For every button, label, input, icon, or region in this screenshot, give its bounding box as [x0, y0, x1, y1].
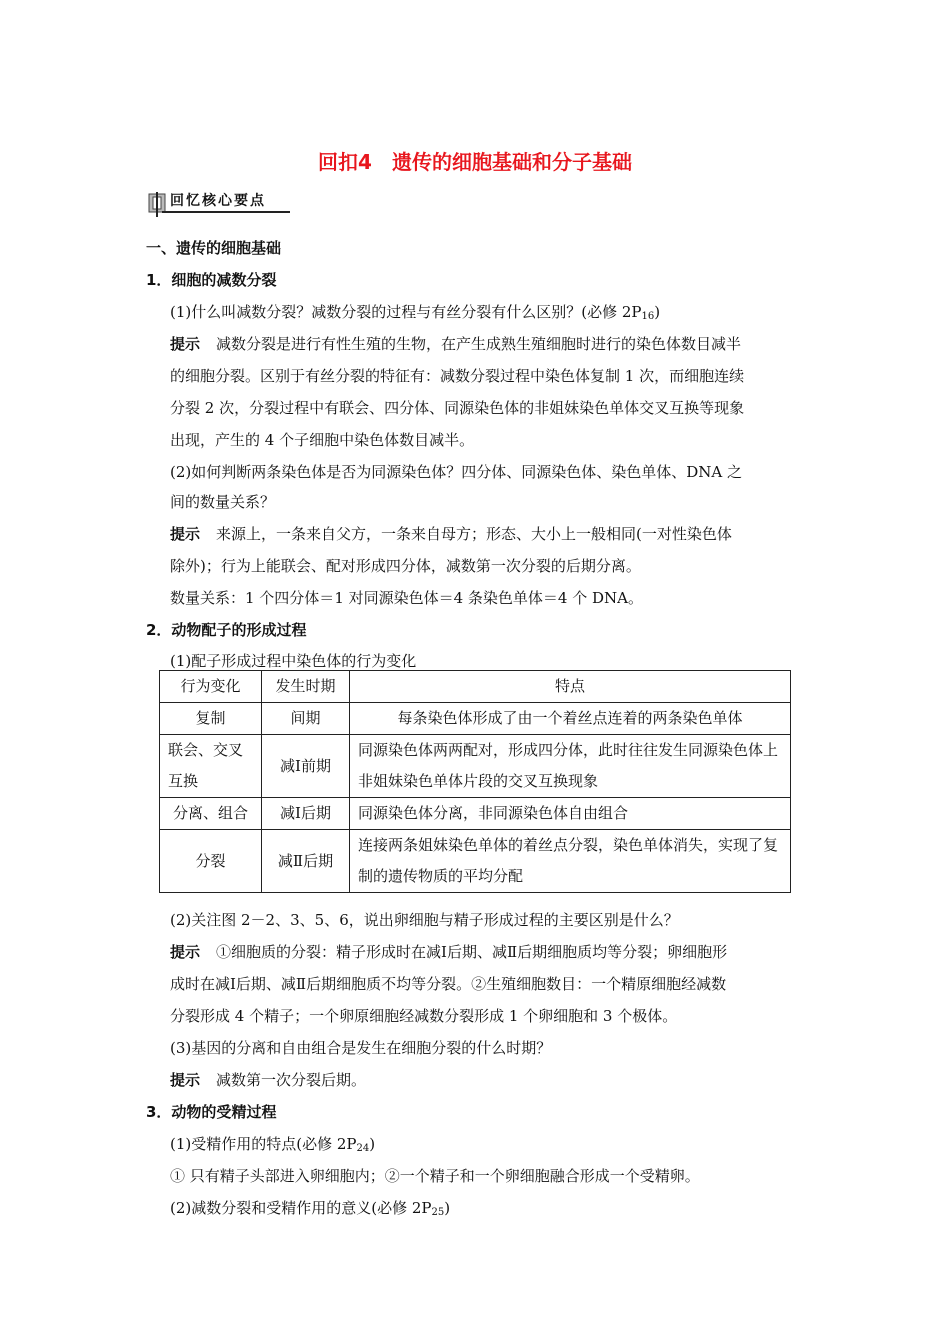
table-cell: 连接两条姐妹染色单体的着丝点分裂，染色单体消失，实现了复制的遗传物质的平均分配 [350, 830, 791, 893]
answer-line: 数量关系：1 个四分体＝1 对同源染色体＝4 条染色单体＝4 个 DNA。 [170, 589, 644, 607]
table-header-row [160, 671, 791, 703]
section-heading: 1．细胞的减数分裂 [146, 271, 277, 289]
question: (2)如何判断两条染色体是否为同源染色体？四分体、同源染色体、染色单体、DNA 之 [170, 463, 743, 481]
answer-line: 分裂形成 4 个精子；一个卵原细胞经减数分裂形成 1 个卵细胞和 3 个极体。 [170, 1007, 678, 1025]
question: (1)什么叫减数分裂？减数分裂的过程与有丝分裂有什么区别？(必修 $2P_{16}$) [170, 303, 661, 322]
page-title: 回扣4 遗传的细胞基础和分子基础 [318, 150, 632, 174]
table-cell: 减Ⅰ前期 [262, 735, 350, 798]
part-heading: 一、遗传的细胞基础 [146, 239, 282, 257]
table-header: 行为变化 [160, 671, 262, 703]
answer-line: 成时在减Ⅰ后期、减Ⅱ后期细胞质不均等分裂。②生殖细胞数目：一个精原细胞经减数 [170, 975, 727, 993]
table-cell: 分离、组合 [160, 798, 262, 830]
table-cell: 间期 [262, 703, 350, 735]
answer-line: 提示 减数第一次分裂后期。 [170, 1071, 367, 1089]
table-cell: 同源染色体分离，非同源染色体自由组合 [350, 798, 791, 830]
table-cell: 联会、交叉互换 [160, 735, 262, 798]
table-header: 发生时期 [262, 671, 350, 703]
section-underline [162, 211, 290, 213]
tip-label: 提示 [170, 943, 201, 961]
answer-line: 提示 减数分裂是进行有性生殖的生物，在产生成熟生殖细胞时进行的染色体数目减半 [170, 335, 742, 353]
answer-line: 除外)；行为上能联会、配对形成四分体，减数第一次分裂的后期分离。 [170, 557, 641, 575]
table-cell: 每条染色体形成了由一个着丝点连着的两条染色单体 [350, 703, 791, 735]
question: 间的数量关系？ [170, 493, 276, 511]
section-badge [148, 190, 293, 214]
answer-line: 提示 来源上，一条来自父方，一条来自母方；形态、大小上一般相同(一对性染色体 [170, 525, 732, 543]
chromosome-behavior-table [159, 670, 791, 893]
table-header: 特点 [350, 671, 791, 703]
table-row [160, 735, 791, 798]
answer-line: 提示 ①细胞质的分裂：精子形成时在减Ⅰ后期、减Ⅱ后期细胞质均等分裂；卵细胞形 [170, 943, 728, 961]
question: (2)减数分裂和受精作用的意义(必修 $2P_{25}$) [170, 1199, 451, 1218]
table-row [160, 798, 791, 830]
question: (2)关注图 2－2、3、5、6，说出卵细胞与精子形成过程的主要区别是什么？ [170, 911, 679, 929]
table-cell: 复制 [160, 703, 262, 735]
tip-label: 提示 [170, 1071, 201, 1089]
table-cell: 同源染色体两两配对，形成四分体，此时往往发生同源染色体上非姐妹染色单体片段的交叉互换现象 [350, 735, 791, 798]
table-cell: 分裂 [160, 830, 262, 893]
section-heading: 2．动物配子的形成过程 [146, 621, 307, 639]
bookmark-icon [148, 192, 166, 218]
answer-line: 出现，产生的 4 个子细胞中染色体数目减半。 [170, 431, 475, 449]
tip-label: 提示 [170, 335, 201, 353]
table-row [160, 830, 791, 893]
section-badge-label: 回忆核心要点 [170, 193, 266, 209]
table-cell: 减Ⅰ后期 [262, 798, 350, 830]
question: (3)基因的分离和自由组合是发生在细胞分裂的什么时期？ [170, 1039, 552, 1057]
table-cell: 减Ⅱ后期 [262, 830, 350, 893]
answer-line: ① 只有精子头部进入卵细胞内；②一个精子和一个卵细胞融合形成一个受精卵。 [170, 1167, 700, 1185]
question: (1)配子形成过程中染色体的行为变化 [170, 652, 417, 670]
tip-label: 提示 [170, 525, 201, 543]
question: (1)受精作用的特点(必修 $2P_{24}$) [170, 1135, 376, 1154]
answer-line: 分裂 2 次，分裂过程中有联会、四分体、同源染色体的非姐妹染色单体交叉互换等现象 [170, 399, 745, 417]
table-row [160, 703, 791, 735]
section-heading: 3．动物的受精过程 [146, 1103, 277, 1121]
answer-line: 的细胞分裂。区别于有丝分裂的特征有：减数分裂过程中染色体复制 1 次，而细胞连续 [170, 367, 745, 385]
